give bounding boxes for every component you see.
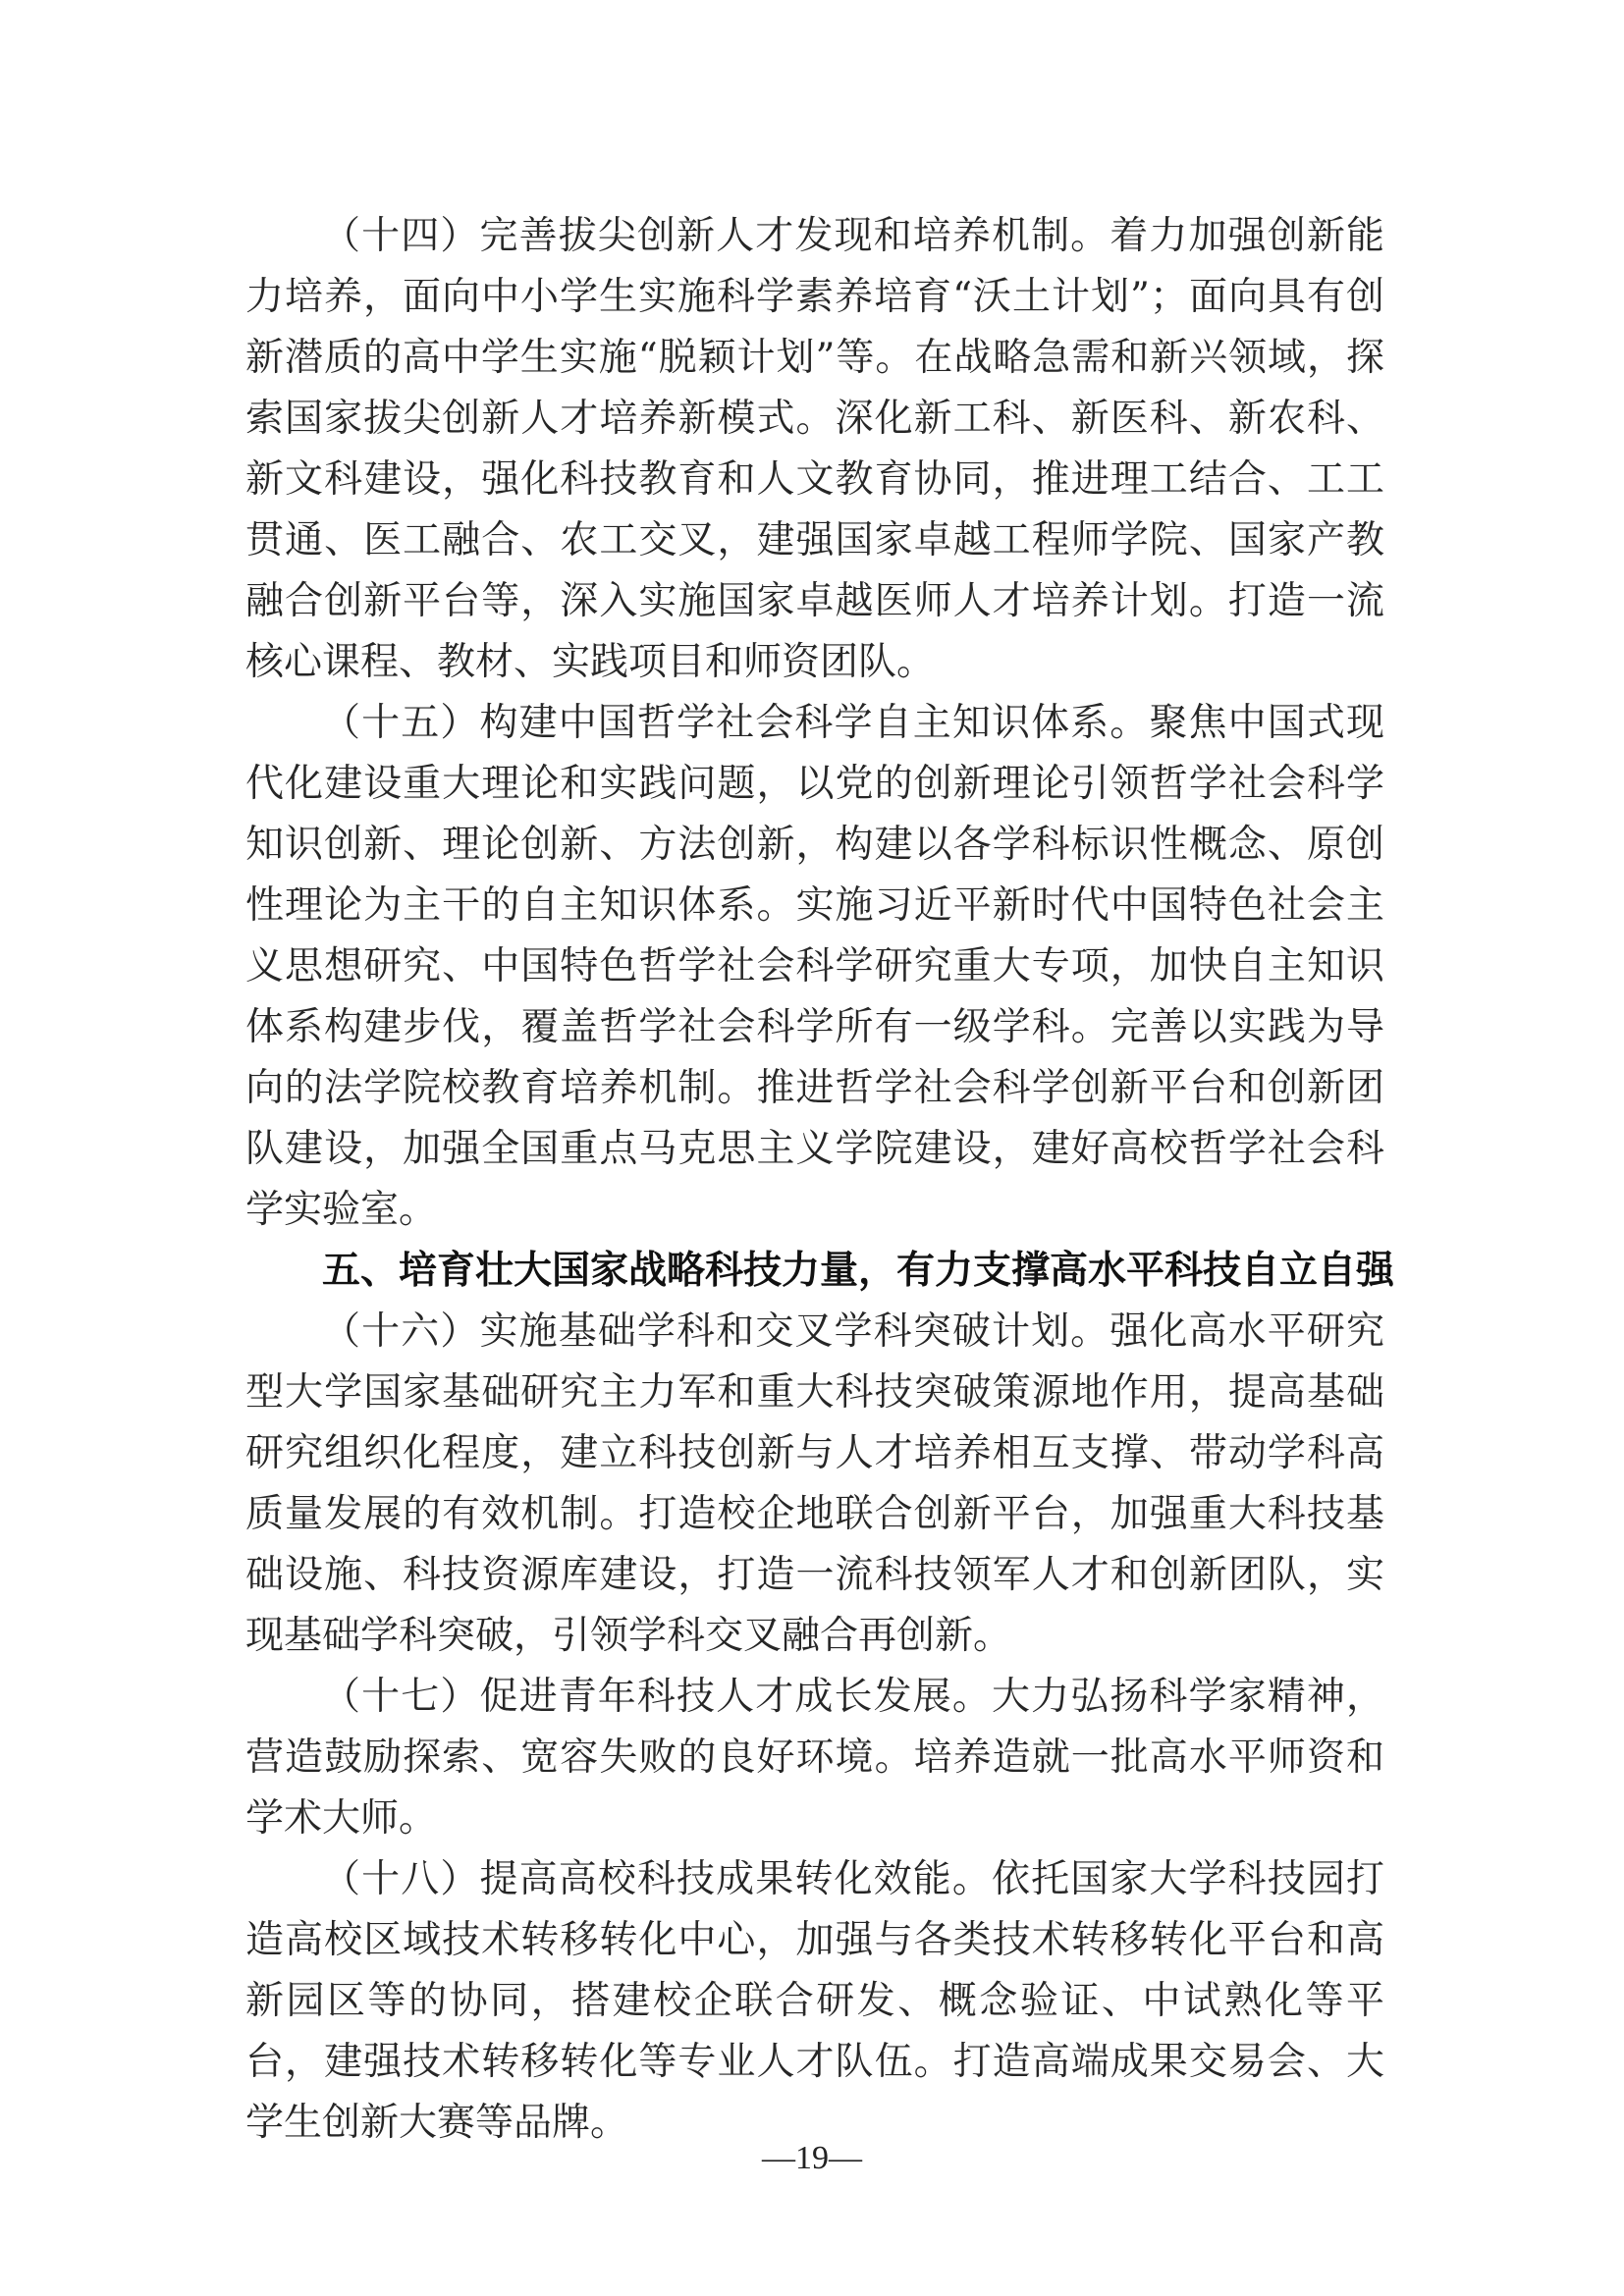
page-number: —19— bbox=[762, 2140, 862, 2176]
page-content bbox=[245, 206, 1395, 2154]
section-heading: 五、培育壮大国家战略科技力量，有力支撑高水平科技自立自强 bbox=[322, 1249, 1395, 1293]
paragraph-14: （十四）完善拔尖创新人才发现和培养机制。着力加强创新能力培养，面向中小学生实施科学素养培育“沃土计划”；面向具有创新潜质的高中学生实施“脱颖计划”等。在战略急需和新兴领域，探索国家拔尖创新人才培养新模式。深化新工科、新医科、新农科、新文科建设，强化科技教育和人文教育协同，推进理工结合、工工贯通、医工融合、农工交叉，建强国家卓越工程师学院、国家产教融合创新平台等，深入实施国家卓越医师人才培养计划。打造一流核心课程、教材、实践项目和师资团队。 bbox=[245, 214, 1384, 684]
paragraph-16: （十六）实施基础学科和交叉学科突破计划。强化高水平研究型大学国家基础研究主力军和重大科技突破策源地作用，提高基础研究组织化程度，建立科技创新与人才培养相互支撑、带动学科高质量发展的有效机制。打造校企地联合创新平台，加强重大科技基础设施、科技资源库建设，打造一流科技领军人才和创新团队，实现基础学科突破，引领学科交叉融合再创新。 bbox=[245, 1309, 1384, 1658]
paragraph-18: （十八）提高高校科技成果转化效能。依托国家大学科技园打造高校区域技术转移转化中心，加强与各类技术转移转化平台和高新园区等的协同，搭建校企联合研发、概念验证、中试熟化等平台，建强技术转移转化等专业人才队伍。打造高端成果交易会、大学生创新大赛等品牌。 bbox=[245, 1857, 1384, 2145]
paragraph-17: （十七）促进青年科技人才成长发展。大力弘扬科学家精神，营造鼓励探索、宽容失败的良好环境。培养造就一批高水平师资和学术大师。 bbox=[245, 1675, 1384, 1841]
paragraph-15: （十五）构建中国哲学社会科学自主知识体系。聚焦中国式现代化建设重大理论和实践问题，以党的创新理论引领哲学社会科学知识创新、理论创新、方法创新，构建以各学科标识性概念、原创性理论为主干的自主知识体系。实施习近平新时代中国特色社会主义思想研究、中国特色哲学社会科学研究重大专项，加快自主知识体系构建步伐，覆盖哲学社会科学所有一级学科。完善以实践为导向的法学院校教育培养机制。推进哲学社会科学创新平台和创新团队建设，加强全国重点马克思主义学院建设，建好高校哲学社会科学实验室。 bbox=[245, 701, 1384, 1232]
